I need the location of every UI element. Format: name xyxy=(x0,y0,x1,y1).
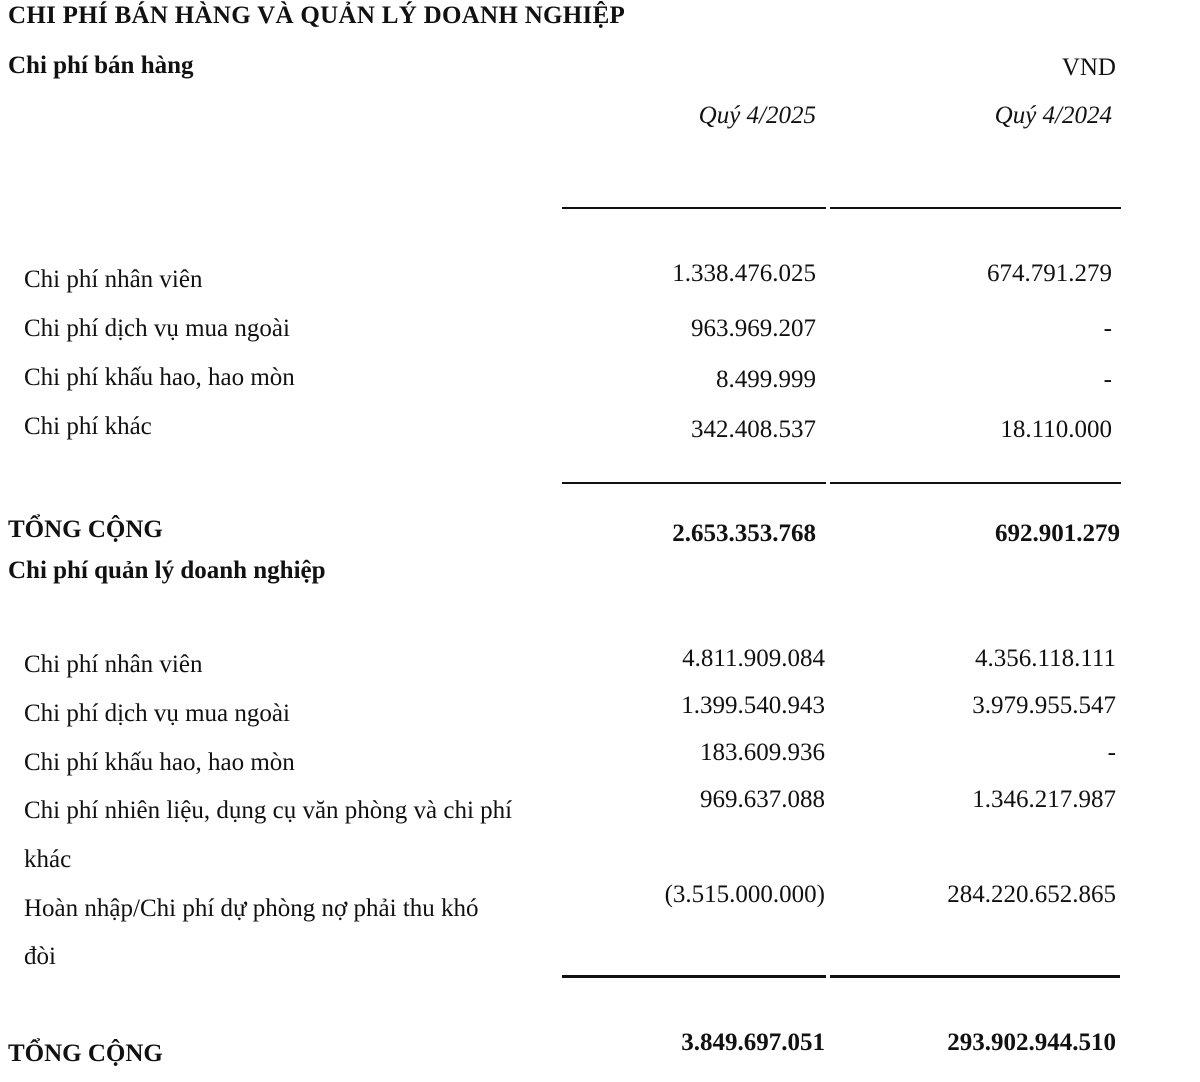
section-heading-admin: Chi phí quản lý doanh nghiệp xyxy=(8,557,326,584)
column-header-q4-2024: Quý 4/2024 xyxy=(994,102,1112,129)
admin-row-value-2024: 1.346.217.987 xyxy=(972,786,1116,813)
page-title: CHI PHÍ BÁN HÀNG VÀ QUẢN LÝ DOANH NGHIỆP xyxy=(8,2,626,29)
selling-row-value-2025: 8.499.999 xyxy=(716,366,816,393)
admin-row-value-2024: 4.356.118.111 xyxy=(975,645,1116,672)
admin-row-value-2024: 284.220.652.865 xyxy=(947,881,1116,908)
admin-total-2025: 3.849.697.051 xyxy=(681,1029,825,1056)
admin-row-value-2024: - xyxy=(1107,739,1116,766)
selling-row-label: Chi phí nhân viên xyxy=(24,266,203,293)
selling-total-label: TỔNG CỘNG xyxy=(8,516,163,543)
admin-row-value-2025: (3.515.000.000) xyxy=(664,881,825,908)
admin-row-value-2025: 183.609.936 xyxy=(700,739,825,766)
selling-row-value-2024: 674.791.279 xyxy=(987,260,1112,287)
selling-total-2024: 692.901.279 xyxy=(995,520,1120,547)
selling-row-value-2025: 342.408.537 xyxy=(691,416,816,443)
admin-row-label: Hoàn nhập/Chi phí dự phòng nợ phải thu khó xyxy=(24,895,479,922)
selling-row-value-2025: 963.969.207 xyxy=(691,315,816,342)
subtotal-rule-col2 xyxy=(830,975,1120,978)
admin-row-label-continued: khác xyxy=(24,846,72,873)
selling-row-value-2024: - xyxy=(1103,366,1112,393)
admin-row-value-2024: 3.979.955.547 xyxy=(972,692,1116,719)
admin-row-value-2025: 969.637.088 xyxy=(700,786,825,813)
admin-row-value-2025: 1.399.540.943 xyxy=(681,692,825,719)
selling-total-2025: 2.653.353.768 xyxy=(672,520,816,547)
selling-row-label: Chi phí dịch vụ mua ngoài xyxy=(24,315,290,342)
selling-row-label: Chi phí khác xyxy=(24,413,152,440)
admin-row-label: Chi phí dịch vụ mua ngoài xyxy=(24,700,290,727)
subtotal-rule-col1 xyxy=(562,975,826,978)
selling-row-value-2024: 18.110.000 xyxy=(1000,416,1112,443)
admin-row-label: Chi phí nhân viên xyxy=(24,651,203,678)
subtotal-rule-col1 xyxy=(562,482,826,484)
selling-row-value-2025: 1.338.476.025 xyxy=(672,260,816,287)
admin-row-label: Chi phí khấu hao, hao mòn xyxy=(24,749,295,776)
admin-row-label: Chi phí nhiên liệu, dụng cụ văn phòng và chi phí xyxy=(24,797,513,824)
admin-total-2024: 293.902.944.510 xyxy=(947,1029,1116,1056)
column-header-q4-2025: Quý 4/2025 xyxy=(698,102,816,129)
subtotal-rule-col2 xyxy=(830,482,1121,484)
currency-label: VND xyxy=(1061,54,1116,81)
section-heading-selling: Chi phí bán hàng xyxy=(8,52,194,79)
admin-total-label: TỔNG CỘNG xyxy=(8,1040,163,1067)
header-rule-col2 xyxy=(830,207,1121,209)
header-rule-col1 xyxy=(562,207,826,209)
admin-row-label-continued: đòi xyxy=(24,943,56,970)
admin-row-value-2025: 4.811.909.084 xyxy=(682,645,825,672)
selling-row-value-2024: - xyxy=(1103,315,1112,342)
selling-row-label: Chi phí khấu hao, hao mòn xyxy=(24,364,295,391)
